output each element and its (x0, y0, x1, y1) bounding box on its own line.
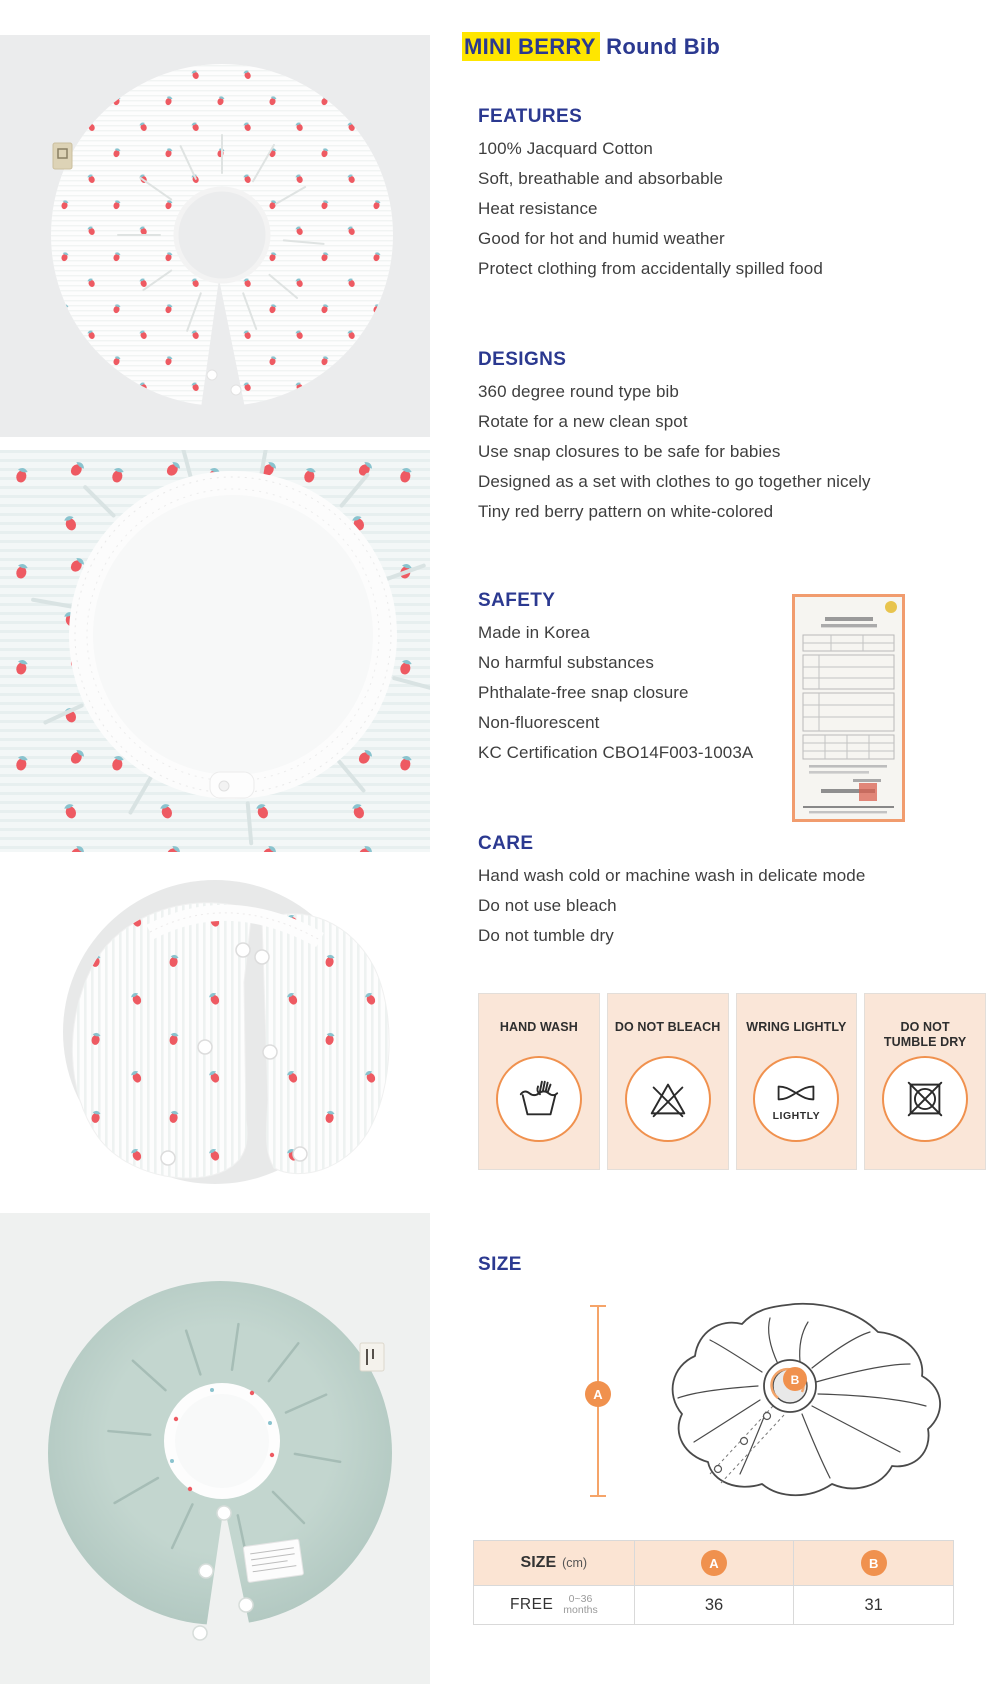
care-box-do-not-bleach (607, 993, 729, 1170)
care-box-hand-wash (478, 993, 600, 1170)
size-table-header-size (474, 1541, 634, 1585)
size-cell-b: 31 (793, 1586, 953, 1624)
product-photo-berry-bib-front (0, 35, 430, 437)
wring-lightly-icon (753, 1056, 839, 1142)
care-symbols-panel (478, 993, 986, 1170)
svg-text:A: A (593, 1387, 603, 1402)
care-box-wring-lightly (736, 993, 858, 1170)
product-photo-mint-bib (0, 1213, 430, 1684)
title-highlight: MINI BERRY (462, 32, 600, 61)
care-box-label: WRING LIGHTLY (746, 1020, 847, 1034)
size-unit: (cm) (562, 1556, 588, 1570)
features-heading: FEATURES (478, 106, 583, 127)
design-line: Rotate for a new clean spot (478, 412, 688, 431)
safety-line: Made in Korea (478, 623, 590, 642)
feature-line: Heat resistance (478, 199, 598, 218)
design-line: Tiny red berry pattern on white-colored (478, 502, 774, 521)
brand-tag (360, 1343, 384, 1371)
wring-lightly-caption: LIGHTLY (772, 1109, 821, 1122)
size-cell-a: 36 (634, 1586, 794, 1624)
care-label-tag (243, 1539, 303, 1582)
safety-heading: SAFETY (478, 590, 556, 611)
svg-text:B: B (790, 1373, 800, 1387)
size-table-row (474, 1585, 953, 1624)
care-line: Hand wash cold or machine wash in delicate mode (478, 866, 866, 885)
product-photo-neck-hole-closeup (0, 450, 430, 852)
features-list (478, 134, 823, 284)
feature-line: Good for hot and humid weather (478, 229, 725, 248)
safety-list (478, 618, 753, 768)
age-range: 0~36 months (563, 1593, 598, 1616)
column-b-badge: B (861, 1550, 887, 1576)
size-heading: SIZE (478, 1254, 522, 1275)
care-box-do-not-tumble-dry (864, 993, 986, 1170)
product-photo-open-snaps (0, 862, 430, 1200)
title-rest: Round Bib (606, 34, 721, 59)
brand-tag (53, 143, 72, 169)
design-line: Use snap closures to be safe for babies (478, 442, 781, 461)
care-line: Do not use bleach (478, 896, 617, 915)
size-table-header (474, 1541, 953, 1585)
safety-line: KC Certification CBO14F003-1003A (478, 743, 754, 762)
size-label: SIZE (520, 1554, 557, 1571)
care-box-label: TUMBLE DRY (883, 1035, 967, 1049)
design-line: 360 degree round type bib (478, 382, 679, 401)
size-table (473, 1540, 954, 1625)
size-value: FREE (509, 1596, 554, 1613)
care-box-label: DO NOT BLEACH (614, 1020, 721, 1034)
do-not-bleach-icon (625, 1056, 711, 1142)
size-table-header-a (634, 1541, 794, 1585)
safety-line: Non-fluorescent (478, 713, 600, 732)
feature-line: Soft, breathable and absorbable (478, 169, 724, 188)
care-list (478, 861, 865, 951)
designs-list (478, 377, 871, 527)
page-title (462, 34, 720, 60)
design-line: Designed as a set with clothes to go together nicely (478, 472, 871, 491)
do-not-tumble-dry-icon (882, 1056, 968, 1142)
size-diagram (560, 1294, 980, 1517)
column-a-badge: A (701, 1550, 727, 1576)
feature-line: Protect clothing from accidentally spilled food (478, 259, 823, 278)
care-heading: CARE (478, 833, 534, 854)
care-line: Do not tumble dry (478, 926, 614, 945)
care-box-label: DO NOT (900, 1020, 950, 1034)
kc-certificate-image (792, 594, 905, 822)
size-cell-free (474, 1586, 634, 1624)
safety-line: No harmful substances (478, 653, 654, 672)
care-box-label: HAND WASH (499, 1020, 578, 1034)
feature-line: 100% Jacquard Cotton (478, 139, 653, 158)
measure-a-badge (585, 1381, 611, 1407)
size-table-header-b (793, 1541, 953, 1585)
safety-line: Phthalate-free snap closure (478, 683, 689, 702)
hand-wash-icon (496, 1056, 582, 1142)
measure-b-badge (783, 1367, 807, 1391)
designs-heading: DESIGNS (478, 349, 567, 370)
